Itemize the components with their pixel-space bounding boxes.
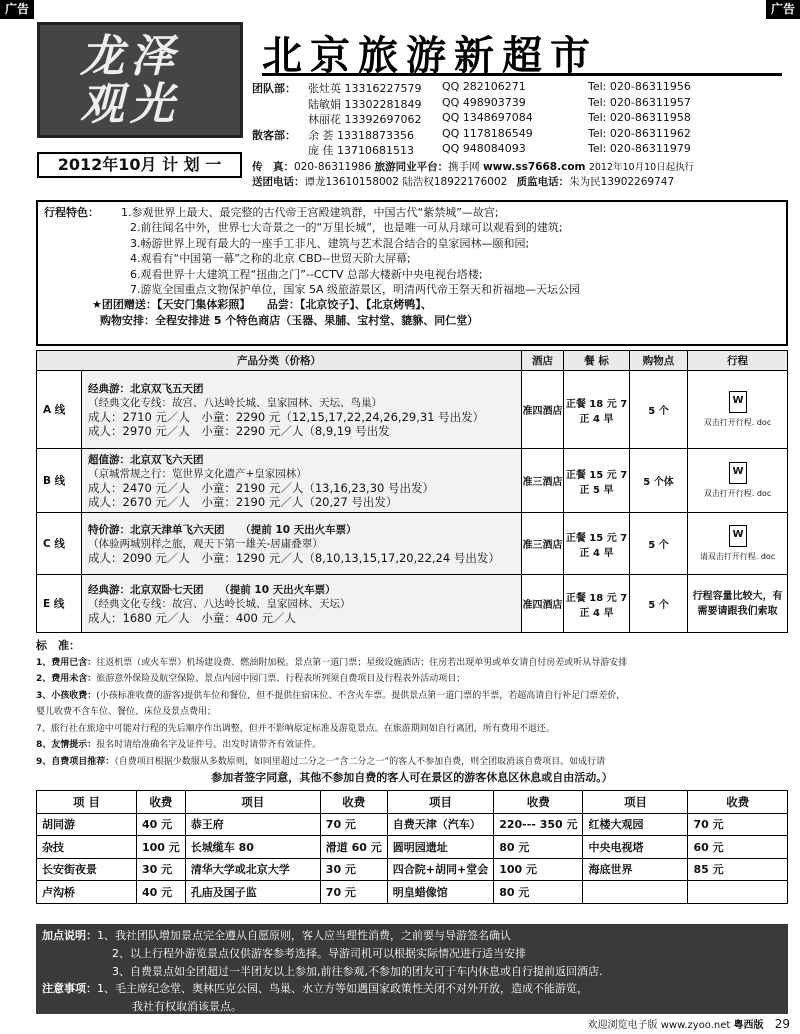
feature-item: 4.观看有“中国第一幕”之称的北京 CBD--世贸天阶大屏幕; [130,252,411,266]
ad-label-right: 广告 [766,0,800,19]
shop-count: 5 个 [630,371,688,449]
contact-row [252,80,792,96]
note-label: 注意事项： [42,982,97,996]
exec-date: 2012年10月10日起执行 [588,162,695,173]
contact-qq: QQ 1178186549 [442,126,533,140]
standard-label: 9、自费项目推荐： [36,756,115,767]
fee-price: 收费 [137,791,186,814]
shopping-arrangement: 购物安排：全程安排进 5 个特色商店（玉器、果脯、宝村堂、貔貅、同仁堂） [100,313,479,327]
hotel-level: 准三酒店 [522,449,564,513]
standard-item [36,721,788,738]
standard-label: 2、费用未含： [36,674,97,684]
standard-label: 8、友情提示： [36,740,97,750]
standard-item [36,704,788,721]
platform-name: 携手网 [448,161,480,173]
contact-role: 团队部： [252,82,296,95]
shop-count: 5 个体 [630,449,688,513]
product-row [37,575,788,633]
product-line: （京城常规之行：览世界文化遗产+皇家园林） [88,467,307,480]
line-code: B 线 [37,449,82,513]
meal-standard: 正餐 18 元 7正 4 早 [564,371,630,449]
product-line: （经典文化专线：故宫、八达岭长城、皇家园林、天坛） [88,597,351,610]
product-line: （体验两城别样之旅，观天下第一雄关-居庸叠翠） [88,537,323,550]
contact-name: 庞 佳 13710681513 [308,144,414,157]
product-line: （经典文化专线：故宫、八达岭长城、皇家园林、天坛、鸟巢） [88,396,382,409]
product-line: 经典游：北京双飞五天团 [88,382,204,395]
product-desc [82,449,522,513]
contact-tel: Tel: 020-86311957 [588,95,691,109]
fee-price: 滑道 60 元 [320,836,387,859]
fee-price: 30 元 [137,858,186,881]
product-row [37,513,788,575]
fee-price: 85 元 [688,858,788,881]
fee-price: 70 元 [320,813,387,836]
contact-row [252,96,792,112]
fee-item: 孔庙及国子监 [185,881,320,904]
itinerary-link[interactable]: 请双击打开行程. doc [699,552,776,561]
fee-item: 四合院+胡同+堂会 [387,858,493,881]
add-note: 1、我社团队增加景点完全遵从自愿原则，客人应当理性消费，之前要与导游签名确认 [97,929,511,942]
product-line: 成人：1680 元／人 小童：400 元／人 [88,610,297,625]
fee-item: 红楼大观园 [583,813,688,836]
fax-label: 传 真： [252,161,294,173]
product-line: 超值游：北京双飞六天团 [88,453,204,466]
hotel-header: 酒店 [522,351,564,371]
supervise-label: 质监电话： [516,176,570,188]
itinerary-cell[interactable] [688,371,788,449]
fee-price: 70 元 [688,813,788,836]
shop-count: 5 个 [630,575,688,633]
standard-text: 7、旅行社在旅途中可能对行程的先后顺序作出调整，但并不影响原定标准及游览景点。在旅游期间如自行离团，所有费用不退还。 [36,723,555,734]
product-row [37,449,788,513]
contact-tel: Tel: 020-86311962 [588,126,691,140]
product-header: 产品分类（价格） [37,351,522,371]
delivery-label: 送团电话： [252,176,305,188]
meal-header: 餐 标 [564,351,630,371]
notes-box [36,924,788,1014]
website-link[interactable]: www.ss7668.com [482,161,586,173]
contact-qq: QQ 948084093 [442,142,526,155]
hotel-level: 准四酒店 [522,575,564,633]
fee-price: 80 元 [494,881,583,904]
notice-note: 我社有权取消该景点。 [132,1000,242,1014]
contact-row [252,111,792,127]
fee-row [37,881,788,904]
fee-price [688,881,788,904]
features-box [36,200,788,346]
doc-icon[interactable] [729,391,747,413]
fee-item: 项目 [387,791,493,814]
standard-item [36,671,788,688]
fee-item: 海底世界 [583,858,688,881]
itinerary-link[interactable]: 双击打开行程. doc [703,489,772,498]
fee-price: 收费 [494,791,583,814]
fee-price: 220--- 350 元 [494,813,583,836]
contact-tel: Tel: 020-86311979 [588,142,691,155]
product-line: 成人：2090 元／人 小童：1290 元／人（8,10,13,15,17,20,22,24 号出发） [88,550,500,565]
line-code: C 线 [37,513,82,575]
shop-header: 购物点 [630,351,688,371]
meal-standard: 正餐 15 元 7正 4 早 [564,513,630,575]
fee-row [37,858,788,881]
standard-section [36,638,788,787]
meal-standard: 正餐 15 元 7正 5 早 [564,449,630,513]
product-row [37,371,788,449]
fee-price: 80 元 [494,836,583,859]
product-line: 成人：2670 元／人 小童：2190 元／人（20,27 号出发） [88,494,398,509]
add-note: 3、自费景点如全团超过一半团友以上参加,前往参观,不参加的团友可于车内休息或自行提前返回酒店. [112,964,603,978]
fee-item: 杂技 [37,836,137,859]
line-code: A 线 [37,371,82,449]
page-title: 北京旅游新超市 [262,24,782,76]
fee-row [37,836,788,859]
product-desc [82,513,522,575]
fee-item: 明皇蜡像馆 [387,881,493,904]
fee-item: 中央电视塔 [583,836,688,859]
fee-item: 项目 [185,791,320,814]
feature-item: 6.观看世界十大建筑工程“扭曲之门”--CCTV 总部大楼新中央电视台塔楼; [130,267,483,281]
fee-item: 卢沟桥 [37,881,137,904]
shop-count: 5 个 [630,513,688,575]
supervise-phone: 朱为民13902269747 [569,176,675,188]
logo-line-1: 龙泽 [80,31,180,82]
contact-qq: QQ 498903739 [442,95,526,109]
hotel-level: 准四酒店 [522,371,564,449]
product-line: 成人：2470 元／人 小童：2190 元／人（13,16,23,30 号出发） [88,480,434,495]
fee-price: 收费 [688,791,788,814]
contact-name: 陆敏娟 13302281849 [308,97,422,111]
fee-price: 100 元 [137,836,186,859]
fee-item: 胡同游 [37,813,137,836]
contact-row [252,142,792,158]
fee-item: 清华大学或北京大学 [185,858,320,881]
notice-note: 1、毛主席纪念堂、奥林匹克公园、鸟巢、水立方等如遇国家政策性关闭不对外开放，造成不能游览， [97,982,588,996]
itinerary-link[interactable]: 双击打开行程. doc [703,418,772,427]
product-line: 特价游：北京天津单飞六天团 （提前 10 天出火车票） [88,523,357,536]
standard-text: (小孩标准收费的游客)提供车位和餐位，但不提供住宿床位、不含火车票。提供景点第一道门票的半票，若超高请自行补足门票差价， [96,690,626,701]
product-desc [82,575,522,633]
standard-text: 旅游意外保险及航空保险、景点内园中园门票、行程表所列须自费项目及行程表外活动项目； [96,674,466,684]
standard-text: （自费项目根据少数服从多数原则，如同里超过二分之一“含二分之一”的客人不参加自费，则全团取消该自费项目。如成行请 [114,756,606,767]
fee-item: 恭王府 [185,813,320,836]
features-label: 行程特色： [44,206,99,219]
standard-text: 往返机票（或火车票）机场建设费、燃油附加税。景点第一道门票；星级设施酒店；住房若出现单男或单女请自付房差或听从导游安排 [96,657,628,668]
feature-item: 7.游览全国重点文物保护单位，国家 5A 级旅游景区，明清两代帝王祭天和祈福地—天坛公园 [130,283,581,297]
fee-price: 40 元 [137,813,186,836]
contact-tel: Tel: 020-86311956 [588,80,691,93]
feature-item: 1.参观世界上最大、最完整的古代帝王宫殿建筑群，中国古代“紫禁城”—故宫; [121,206,499,219]
fee-item: 圆明园遗址 [387,836,493,859]
line-code: E 线 [37,575,82,633]
standard-item [36,655,788,672]
itinerary-cell[interactable] [688,513,788,575]
doc-icon[interactable] [729,462,747,484]
product-table [36,350,788,633]
fee-item: 项目 [583,791,688,814]
standard-label: 1、费用已含： [36,657,97,668]
platform-label: 旅游同业平台： [374,161,449,173]
footer [500,1016,790,1031]
feature-item: 2.前往闻名中外，世界七大奇景之一的“万里长城”，也是唯一可从月球可以观看到的建筑; [130,221,563,235]
fee-price: 30 元 [320,858,387,881]
feature-item: 3.畅游世界上现有最大的一座手工非凡、建筑与艺术混合结合的皇家园林—颐和园; [130,236,530,250]
page-number: 29 [774,1017,790,1031]
contact-list [252,80,792,158]
fee-item [583,881,688,904]
fee-row [37,813,788,836]
fee-price: 100 元 [494,858,583,881]
add-label: 加点说明： [42,929,97,942]
product-line: 成人：2710 元／人 小童：2290 元（12,15,17,22,24,26,29,31 号出发） [88,409,485,424]
fee-item: 长安街夜景 [37,858,137,881]
itinerary-header: 行程 [688,351,788,371]
fee-item: 长城缆车 80 [185,836,320,859]
fee-price: 70 元 [320,881,387,904]
ad-label-left: 广告 [0,0,34,19]
standard-item [36,754,788,771]
hotel-level: 准三酒店 [522,513,564,575]
footer-text: 欢迎浏览电子版 www.zyoo.net [587,1020,731,1031]
product-line: 经典游：北京双卧七天团 （提前 10 天出火车票） [88,583,336,596]
itinerary-cell[interactable] [688,449,788,513]
doc-icon[interactable] [729,525,747,547]
photo-gift: ★团团赠送：【天安门集体彩照】 品尝：【北京饺子】、【北京烤鸭】、 [92,298,432,312]
fax-number: 020-86311986 [294,161,372,173]
itinerary-cell [688,575,788,633]
delivery-phones: 谭龙13610158002 陆浩权18922176002 [304,176,508,188]
contact-qq: QQ 1348697084 [442,111,533,124]
contact-name: 张灶英 13316227579 [308,82,422,95]
contact-name: 林丽花 13392697062 [308,113,422,126]
standard-title: 标 准： [36,639,80,652]
meal-standard: 正餐 18 元 7正 4 早 [564,575,630,633]
standard-text: 报名时请给准确名字及证件号。出发时请带齐有效证件。 [96,740,322,750]
itinerary-note: 行程容量比较大，有需要请跟我们索取 [692,590,783,617]
fee-price: 收费 [320,791,387,814]
fax-line [252,160,792,190]
contact-tel: Tel: 020-86311958 [588,111,691,124]
contact-name: 余 荟 13318873356 [308,128,414,142]
standard-label: 3、小孩收费： [36,690,97,701]
product-desc [82,371,522,449]
contact-role: 散客部： [252,128,296,142]
plan-label: 2012年10月 计 划 一 [37,152,242,178]
standard-item [36,688,788,705]
fee-row [37,791,788,814]
standard-last: 参加者签字同意，其他不参加自费的客人可在景区的游客休息区休息或自由活动。） [211,771,613,784]
standard-text: 婴儿收费不含车位、餐位、床位及景点费用； [36,707,217,717]
standard-item [36,737,788,754]
brand-logo [37,22,243,138]
footer-region: 粤西版 [733,1020,764,1031]
product-line: 成人：2970 元／人 小童：2290 元／人（8,9,19 号出发 [88,423,390,438]
fee-table [36,790,788,904]
fee-item: 自费天津（汽车） [387,813,493,836]
contact-row [252,127,792,143]
contact-qq: QQ 282106271 [442,80,526,93]
logo-line-2: 观光 [80,79,180,130]
fee-price: 40 元 [137,881,186,904]
fee-price: 60 元 [688,836,788,859]
add-note: 2、以上行程外游览景点仅供游客参考选择。导游司机可以根据实际情况进行适当安排 [112,946,526,960]
fee-item: 项 目 [37,791,137,814]
